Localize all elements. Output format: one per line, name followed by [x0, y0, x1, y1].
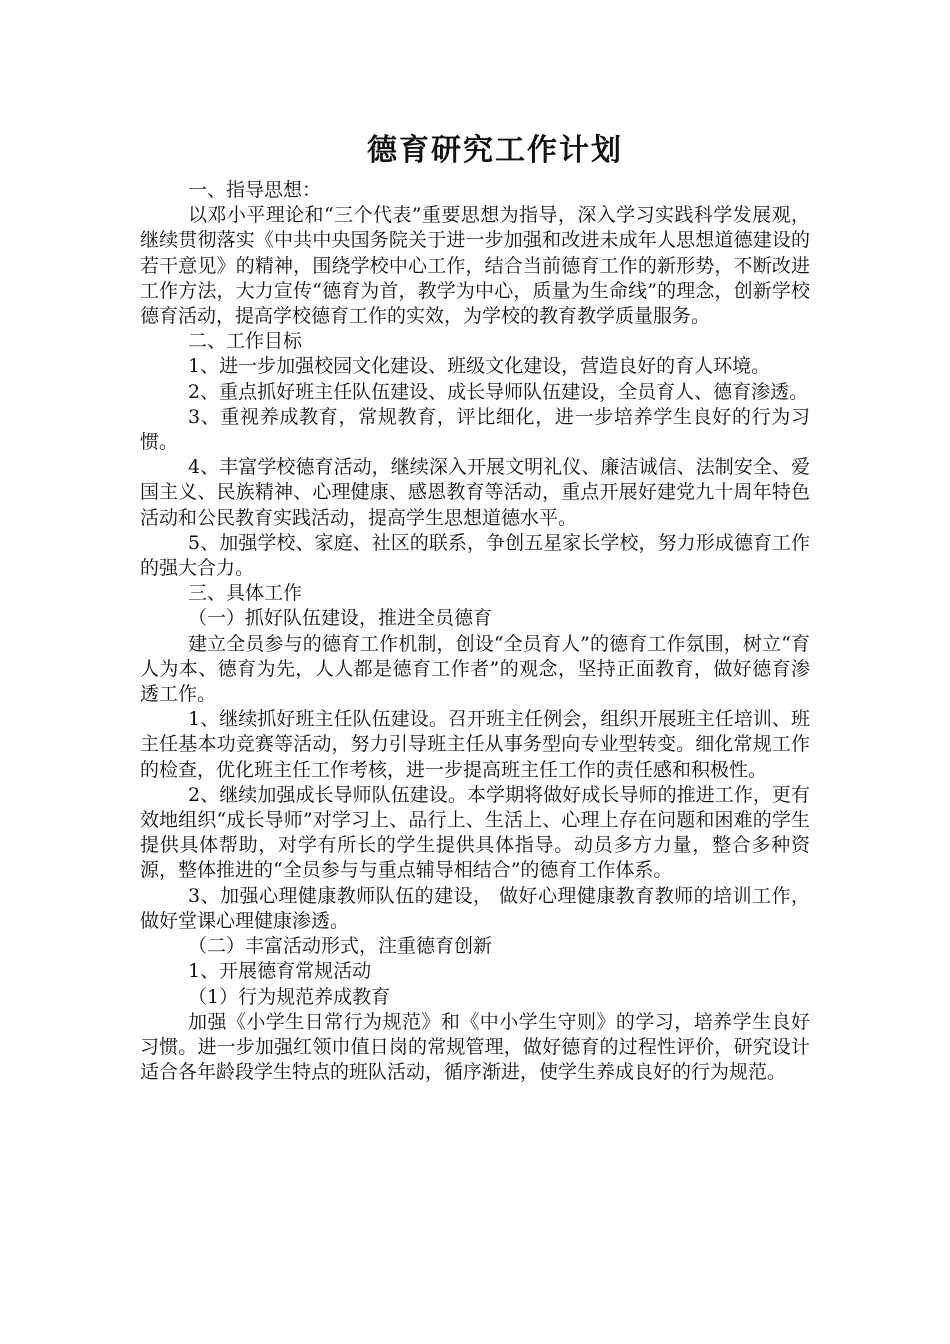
body-paragraph: 加强《小学生日常行为规范》和《中小学生守则》的学习，培养学生良好习惯。进一步加强红领巾值日岗的常规管理，做好德育的过程性评价，研究设计适合各年龄段学生特点的班队活动，循序渐进，使学生养成良好的行为规范。	[140, 1010, 810, 1084]
section-heading: （1）行为规范养成教育	[188, 985, 391, 1008]
section-heading: 二、工作目标	[188, 330, 303, 353]
body-paragraph: 以邓小平理论和“三个代表”重要思想为指导，深入学习实践科学发展观，继续贯彻落实《中共中央国务院关于进一步加强和改进未成年人思想道德建设的若干意见》的精神，围绕学校中心工作，结合当前德育工作的新形势，不断改进工作方法，大力宣传“德育为首，教学为中心，质量为生命线”的理念，创新学校德育活动，提高学校德育工作的实效，为学校的教育教学质量服务。	[140, 204, 810, 328]
section-heading: 三、具体工作	[188, 582, 303, 605]
body-paragraph: 3、重视养成教育，常规教育，评比细化，进一步培养学生良好的行为习惯。	[140, 405, 810, 454]
body-paragraph: 4、丰富学校德育活动，继续深入开展文明礼仪、廉洁诚信、法制安全、爱国主义、民族精神、心理健康、感恩教育等活动，重点开展好建党九十周年特色活动和公民教育实践活动，提高学生思想道德水平。	[140, 456, 810, 529]
section-heading: （一）抓好队伍建设，推进全员德育	[188, 607, 493, 630]
body-paragraph: 3、加强心理健康教师队伍的建设， 做好心理健康教育教师的培训工作，做好堂课心理健康渗透。	[140, 884, 810, 932]
document-title: 德育研究工作计划	[367, 133, 623, 168]
body-paragraph: 1、继续抓好班主任队伍建设。召开班主任例会，组织开展班主任培训、班主任基本功竞赛等活动，努力引导班主任从事务型向专业型转变。细化常规工作的检查，优化班主任工作考核，进一步提高班主任工作的责任感和积极性。	[140, 708, 810, 781]
document-body	[140, 178, 810, 1085]
body-paragraph: 建立全员参与的德育工作机制，创设“全员育人”的德育工作氛围，树立“育人为本、德育为先，人人都是德育工作者”的观念，坚持正面教育，做好德育渗透工作。	[140, 632, 810, 706]
body-paragraph: 5、加强学校、家庭、社区的联系，争创五星家长学校，努力形成德育工作的强大合力。	[140, 531, 810, 580]
body-paragraph: 2、继续加强成长导师队伍建设。本学期将做好成长导师的推进工作，更有效地组织“成长导师”对学习上、品行上、生活上、心理上存在问题和困难的学生提供具体帮助，对学有所长的学生提供具体指导。动员多方力量，整合多种资源，整体推进的“全员参与与重点辅导相结合”的德育工作体系。	[140, 783, 810, 882]
body-paragraph: 1、进一步加强校园文化建设、班级文化建设，营造良好的育人环境。	[188, 355, 771, 378]
section-heading: 1、开展德育常规活动	[188, 960, 372, 983]
body-paragraph: 2、重点抓好班主任队伍建设、成长导师队伍建设，全员育人、德育渗透。	[188, 380, 809, 403]
section-heading: （二）丰富活动形式，注重德育创新	[188, 935, 493, 958]
section-heading: 一、指导思想：	[188, 179, 322, 201]
